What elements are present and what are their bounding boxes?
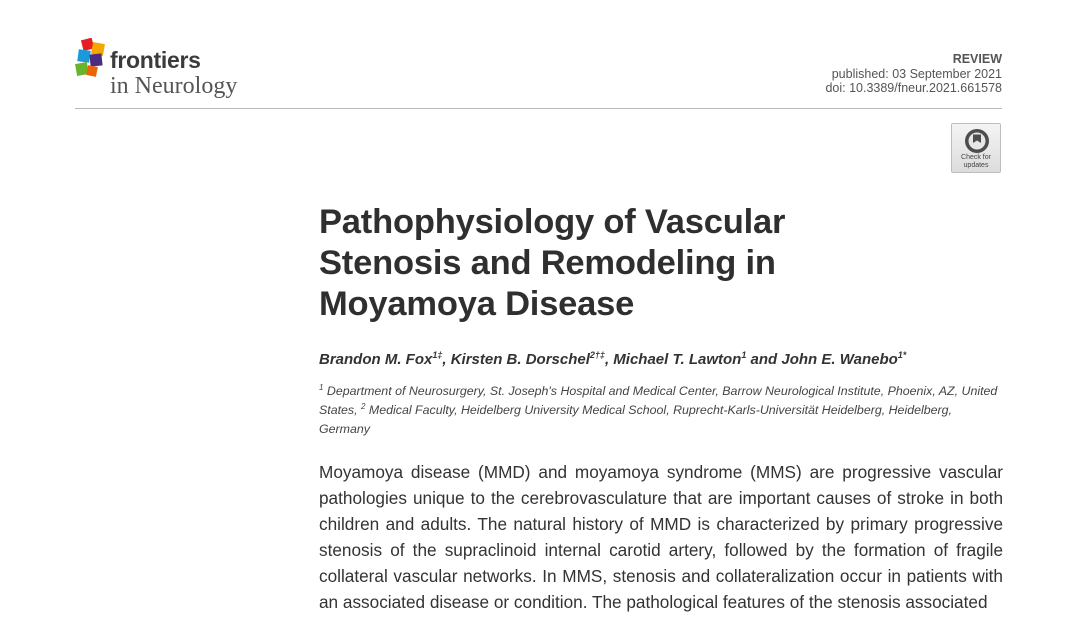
article-type: REVIEW — [952, 52, 1002, 66]
article-meta — [825, 52, 1002, 95]
author[interactable]: John E. Wanebo$^{1*}$ — [781, 350, 907, 368]
title-line: Moyamoya Disease — [319, 285, 635, 323]
title-line: Pathophysiology of Vascular — [319, 203, 786, 241]
journal-logo[interactable] — [75, 36, 275, 106]
affiliation-marker: 2 — [361, 401, 366, 411]
abstract-text: Moyamoya disease (MMD) and moyamoya syndrome (MMS) are progressive vascular pathologies unique to the cerebrovasculature that are important causes of stroke in both children and adults. The natural history of MMD is characterized by primary progressive stenosis of the supraclinoid internal carotid artery, followed by the formation of fragile collateral vascular networks. In MMS, stenosis and collateralization occur in patients with an associated disease or condition. The pathological features of the stenosis associated — [319, 462, 1003, 612]
author-list: Brandon M. Fox$^{1\ddagger}$, Kirsten B. Dorschel$^{2\dagger\ddagger}$, Michael T. Lawton$^1$ and John E. Wanebo$^{1*}$ — [319, 350, 907, 368]
author[interactable]: Michael T. Lawton$^1$ — [613, 350, 747, 368]
article-header — [75, 36, 1002, 109]
check-for-updates-icon — [964, 128, 990, 154]
check-for-updates-label: Check for updates — [961, 154, 991, 169]
title-line: Stenosis and Remodeling in — [319, 244, 776, 282]
affiliation-text: Medical Faculty, Heidelberg University Medical School, Ruprecht-Karls-Universität Heidelberg, Heidelberg, Germany — [319, 403, 952, 436]
article-title — [319, 202, 1003, 325]
logo-journal-name: in Neurology — [110, 73, 238, 99]
article-front-matter — [319, 202, 1003, 632]
logo-wordmark: frontiers — [110, 47, 201, 73]
affiliations — [319, 382, 1003, 439]
affiliation-text: Department of Neurosurgery, St. Joseph's Hospital and Medical Center, Barrow Neurological Institute, Phoenix, AZ, United States, — [319, 384, 998, 417]
frontiers-logo-icon — [75, 38, 109, 78]
check-for-updates-button[interactable] — [951, 123, 1001, 173]
author[interactable]: Brandon M. Fox$^{1\ddagger}$ — [319, 350, 443, 368]
doi[interactable]: doi: 10.3389/fneur.2021.661578 — [825, 81, 1002, 95]
affiliation-marker: 1 — [319, 382, 324, 392]
author[interactable]: Kirsten B. Dorschel$^{2\dagger\ddagger}$ — [450, 350, 605, 368]
published-date: published: 03 September 2021 — [831, 67, 1002, 81]
